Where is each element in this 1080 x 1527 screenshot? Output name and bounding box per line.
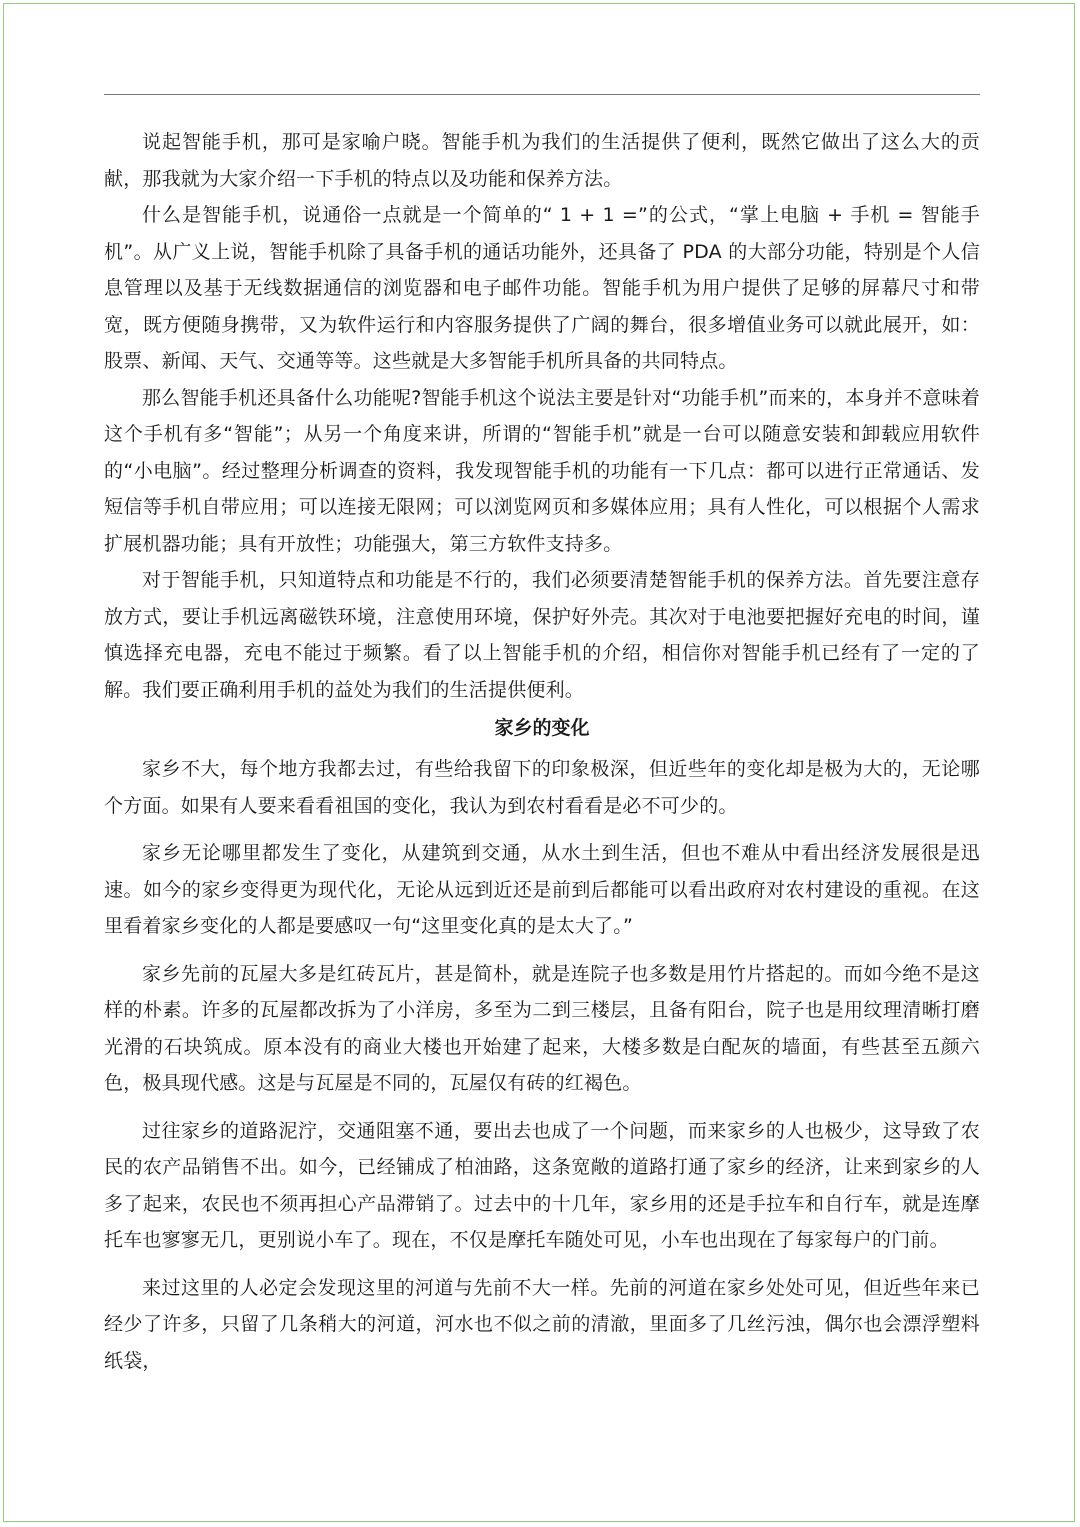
section-title: 家乡的变化 <box>494 717 590 739</box>
paragraph: 来过这里的人必定会发现这里的河道与先前不大一样。先前的河道在家乡处处可见，但近些年来已经少了许多，只留了几条稍大的河道，河水也不似之前的清澈，里面多了几丝污浊，偶尔也会漂浮塑料纸袋， <box>104 1276 980 1372</box>
paragraph: 家乡不大，每个地方我都去过，有些给我留下的印象极深，但近些年的变化却是极为大的，无论哪个方面。如果有人要来看看祖国的变化，我认为到农村看看是必不可少的。 <box>104 758 980 817</box>
paragraph: 家乡先前的瓦屋大多是红砖瓦片，甚是简朴，就是连院子也多数是用竹片搭起的。而如今绝不是这样的朴素。许多的瓦屋都改拆为了小洋房，多至为二到三楼层，且备有阳台，院子也是用纹理清晰打磨光滑的石块筑成。原本没有的商业大楼也开始建了起来，大楼多数是白配灰的墙面，有些甚至五颜六色，极具现代感。这是与瓦屋是不同的，瓦屋仅有砖的红褐色。 <box>104 962 980 1094</box>
paragraph: 说起智能手机，那可是家喻户晓。智能手机为我们的生活提供了便利，既然它做出了这么大的贡献，那我就为大家介绍一下手机的特点以及功能和保养方法。 <box>104 131 980 190</box>
paragraph: 那么智能手机还具备什么功能呢?智能手机这个说法主要是针对“功能手机”而来的，本身并不意味着这个手机有多“智能”；从另一个角度来讲，所谓的“智能手机”就是一台可以随意安装和卸载应用软件的“小电脑”。经过整理分析调查的资料，我发现智能手机的功能有一下几点：都可以进行正常通话、发短信等手机自带应用；可以连接无限网；可以浏览网页和多媒体应用；具有人性化，可以根据个人需求扩展机器功能；具有开放性；功能强大，第三方软件支持多。 <box>104 386 980 555</box>
paragraph: 过往家乡的道路泥泞，交通阻塞不通，要出去也成了一个问题，而来家乡的人也极少，这导致了农民的农产品销售不出。如今，已经铺成了柏油路，这条宽敞的道路打通了家乡的经济，让来到家乡的人多了起来，农民也不须再担心产品滞销了。过去中的十几年，家乡用的还是手拉车和自行车，就是连摩托车也寥寥无几，更别说小车了。现在，不仅是摩托车随处可见，小车也出现在了每家每户的门前。 <box>104 1119 980 1251</box>
paragraph: 对于智能手机，只知道特点和功能是不行的，我们必须要清楚智能手机的保养方法。首先要注意存放方式，要让手机远离磁铁环境，注意使用环境，保护好外壳。其次对于电池要把握好充电的时间，谨慎选择充电器，充电不能过于频繁。看了以上智能手机的介绍，相信你对智能手机已经有了一定的了解。我们要正确利用手机的益处为我们的生活提供便利。 <box>104 569 980 701</box>
paragraph: 家乡无论哪里都发生了变化，从建筑到交通，从水土到生活，但也不难从中看出经济发展很是迅速。如今的家乡变得更为现代化，无论从远到近还是前到后都能可以看出政府对农村建设的重视。在这里看着家乡变化的人都是要感叹一句“这里变化真的是太大了。” <box>104 842 980 937</box>
paragraph: 什么是智能手机，说通俗一点就是一个简单的“ 1 + 1 =”的公式，“掌上电脑 + 手机 = 智能手机”。从广义上说，智能手机除了具备手机的通话功能外，还具备了 PDA 的大部分功能，特别是个人信息管理以及基于无线数据通信的浏览器和电子邮件功能。智能手机为用户提供了足够的屏幕尺寸和带宽，既方便随身携带，又为软件运行和内容服务提供了广阔的舞台，很多增值业务可以就此展开，如：股票、新闻、天气、交通等等。这些就是大多智能手机所具备的共同特点。 <box>104 204 980 372</box>
document-body <box>104 124 980 1390</box>
header-rule <box>104 94 980 95</box>
article-hometown <box>104 711 980 1379</box>
article-smartphone <box>104 124 980 708</box>
